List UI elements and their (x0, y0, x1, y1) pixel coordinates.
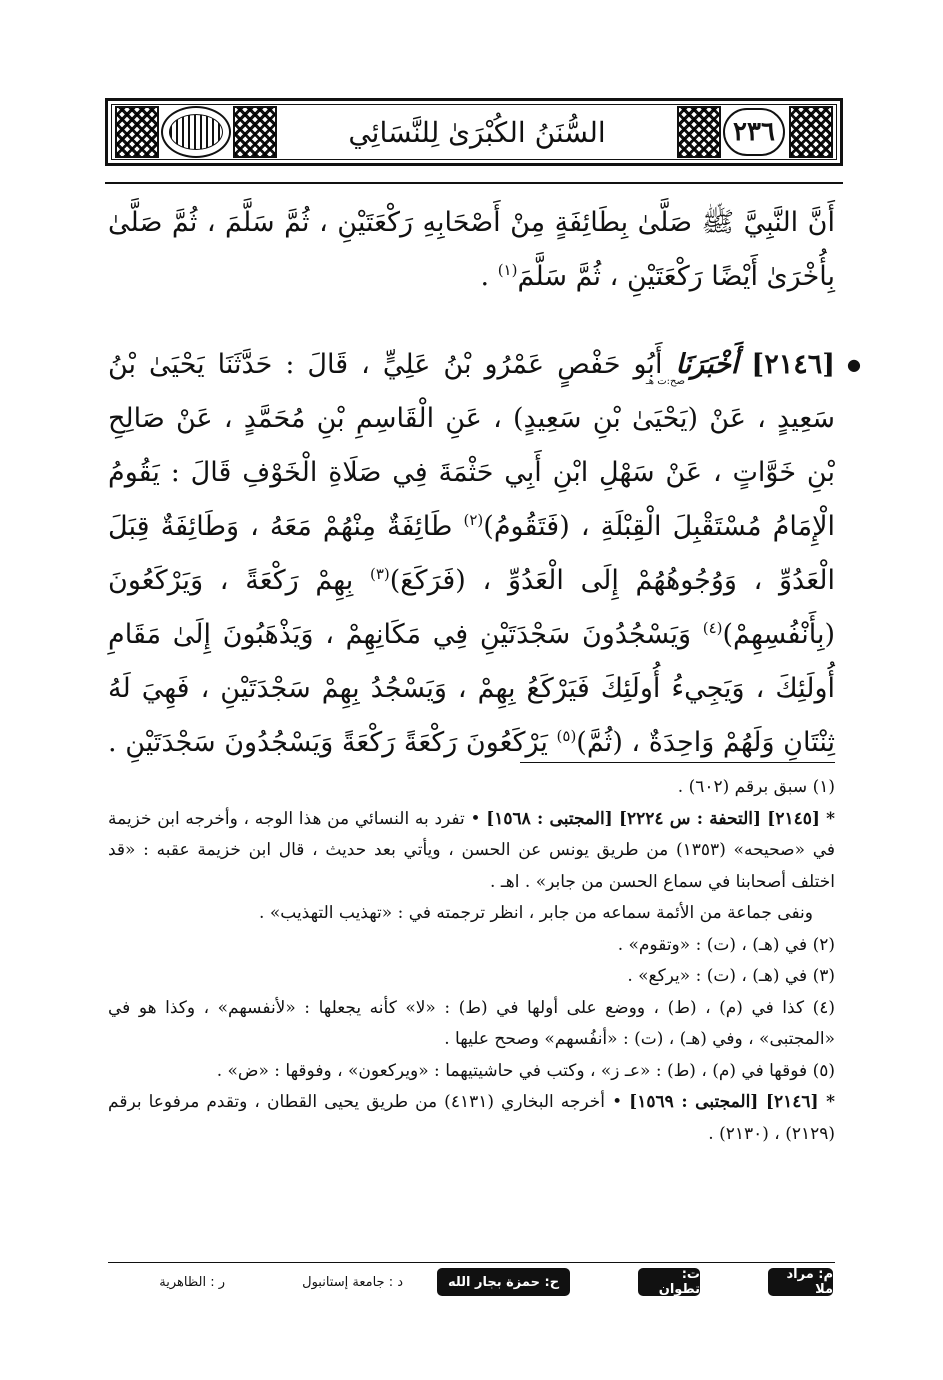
manuscript-label-d: د : جامعة إستانبول (302, 1274, 403, 1290)
takhrij-2145 (108, 804, 835, 899)
continuation-text: أَنَّ النَّبِيَّ ﷺ صَلَّىٰ بِطَائِفَةٍ مِنْ أَصْحَابِهِ رَكْعَتَيْنِ ، ثُمَّ سَلَّمَ ، ثُمَّ صَلَّىٰ بِأُخْرَىٰ أَيْضًا رَكْعَتَيْنِ ، ثُمَّ سَلَّمَ (108, 207, 835, 292)
footnote-divider (520, 762, 835, 763)
manuscript-label-r: ر : الظاهرية (159, 1274, 225, 1290)
hadith-text-2: طَائِفَةٌ مِنْهُمْ مَعَهُ ، وَطَائِفَةٌ قِبَلَ الْعَدُوِّ ، وَوُجُوهُهُمْ إِلَى الْعَدُوِّ ، (فَرَكَعَ) (108, 511, 835, 596)
seal-pattern (169, 114, 223, 150)
takhrij-2145-text: • تفرد به النسائي من هذا الوجه ، وأخرجه ابن خزيمة في «صحيحه» (١٣٥٣) من طريق يونس عن الحسن ، ويأتي بعد حديث ، قال ابن خزيمة عقبه : «قد اختلف أصحابنا في سماع الحسن من جابر» . اهـ . (108, 808, 836, 892)
manuscript-legend (108, 1268, 835, 1296)
hadith-text-5: يَرْكَعُونَ رَكْعَةً رَكْعَةً وَيَسْجُدُونَ سَجْدَتَيْنِ . (108, 727, 557, 758)
ornament-icon (115, 106, 159, 158)
star-icon: * (819, 808, 836, 829)
footnote-3: (٣) في (هـ) ، (ت) : «يركع» . (627, 966, 835, 986)
continuation-paragraph (108, 196, 835, 304)
hadith-number: [٢١٤٦] (751, 349, 835, 380)
takhrij-2145-ref: [٢١٤٥] [التحفة : س ٢٢٢٤] [المجتبى : ١٥٦٨] (486, 808, 820, 829)
hadith-text-3: بِهِمْ رَكْعَةً ، وَيَرْكَعُونَ (بِأَنْفُسِهِمْ) (108, 565, 835, 650)
takhrij-2146-text: • أخرجه البخاري (٤١٣١) من طريق يحيى القطان ، وتقدم مرفوعا برقم (٢١٢٩) ، (٢١٣٠) . (108, 1092, 835, 1144)
manuscript-tag-t: ت: تطوان (638, 1268, 700, 1296)
takhrij-2146 (108, 1087, 835, 1150)
footnote-4: (٤) كذا في (م) ، (ط) ، ووضع على أولها في (ط) : «لا» كأنه يجعلها : «لأنفسهم» ، وكذا هو في «المجتبى» ، وفي (هـ) ، (ت) : «أنفُسهم» وصحح عليها . (108, 997, 835, 1049)
footnote-ref-4[interactable]: (٤) (702, 619, 723, 637)
footnote-2: (٢) في (هـ) ، (ت) : «وتقوم» . (617, 934, 835, 955)
book-seal-icon (161, 106, 231, 158)
hadith-lead: أَخْبَرَنَا (675, 349, 739, 380)
main-text (108, 196, 861, 770)
page-number: ٢٣٦ (723, 108, 785, 156)
ornament-icon (789, 106, 833, 158)
hadith-text-1: أَبُو حَفْصٍ عَمْرُو بْنُ عَلِيٍّ ، قَالَ : حَدَّثَنَا يَحْيَىٰ بْنُ سَعِيدٍ ، عَنْ (يَحْيَىٰ بْنِ سَعِيدٍ) ، عَنِ الْقَاسِمِ بْنِ مُحَمَّدٍ ، عَنْ صَالِحِ بْنِ خَوَّاتٍ ، عَنْ سَهْلِ ابْنِ أَبِي حَثْمَةَ فِي صَلَاةِ الْخَوْفِ قَالَ : يَقُومُ الْإِمَامُ مُسْتَقْبِلَ الْقِبْلَةِ ، (فَتَقُومُ) (108, 349, 835, 542)
marginal-note: صح:ت هـ (645, 376, 685, 387)
footnote-5: (٥) فوقها في (م) ، (ط) : «عـ ز» ، وكتب في حاشيتيهما : «ويركعون» ، وفوقها : «ض» . (216, 1060, 835, 1081)
takhrij-2146-ref: [٢١٤٦] [المجتبى : ١٥٦٩] (629, 1092, 819, 1112)
footnote-ref-5[interactable]: (٥) (556, 727, 577, 745)
manuscript-tag-h: ح: حمزة بجار الله (437, 1268, 570, 1296)
continuation-end: . (480, 261, 498, 292)
book-title: السُّنَنُ الكُبْرَىٰ لِلنَّسَائِي (348, 115, 606, 149)
bullet-icon: ● (847, 355, 861, 374)
ornament-icon (233, 106, 277, 158)
footnote-1: (١) سبق برقم (٦٠٢) . (677, 777, 835, 797)
bottom-divider (108, 1262, 835, 1263)
star-icon: * (818, 1092, 836, 1112)
footnotes (108, 772, 835, 1150)
ornament-icon (677, 106, 721, 158)
takhrij-2145-cont: ونفى جماعة من الأئمة سماعه من جابر ، انظر ترجمته في : «تهذيب التهذيب» . (259, 903, 813, 923)
header-divider (105, 182, 843, 184)
hadith-text-4: وَيَسْجُدُونَ سَجْدَتَيْنِ فِي مَكَانِهِمْ ، وَيَذْهَبُونَ إِلَىٰ مَقَامِ أُولَئِكَ ، وَيَجِيءُ أُولَئِكَ فَيَرْكَعُ بِهِمْ ، وَيَسْجُدُ بِهِمْ سَجْدَتَيْنِ ، فَهِيَ لَهُ ثِنْتَانِ وَلَهُمْ وَاحِدَةٌ ، (ثُمَّ) (108, 619, 835, 758)
hadith-paragraph (108, 338, 861, 770)
footnote-ref-3[interactable]: (٣) (369, 565, 390, 583)
footnote-ref-2[interactable]: (٢) (463, 511, 484, 529)
page-header (105, 98, 843, 166)
manuscript-tag-m: م: مراد ملا (768, 1268, 833, 1296)
footnote-ref-1[interactable]: (١) (497, 261, 518, 279)
